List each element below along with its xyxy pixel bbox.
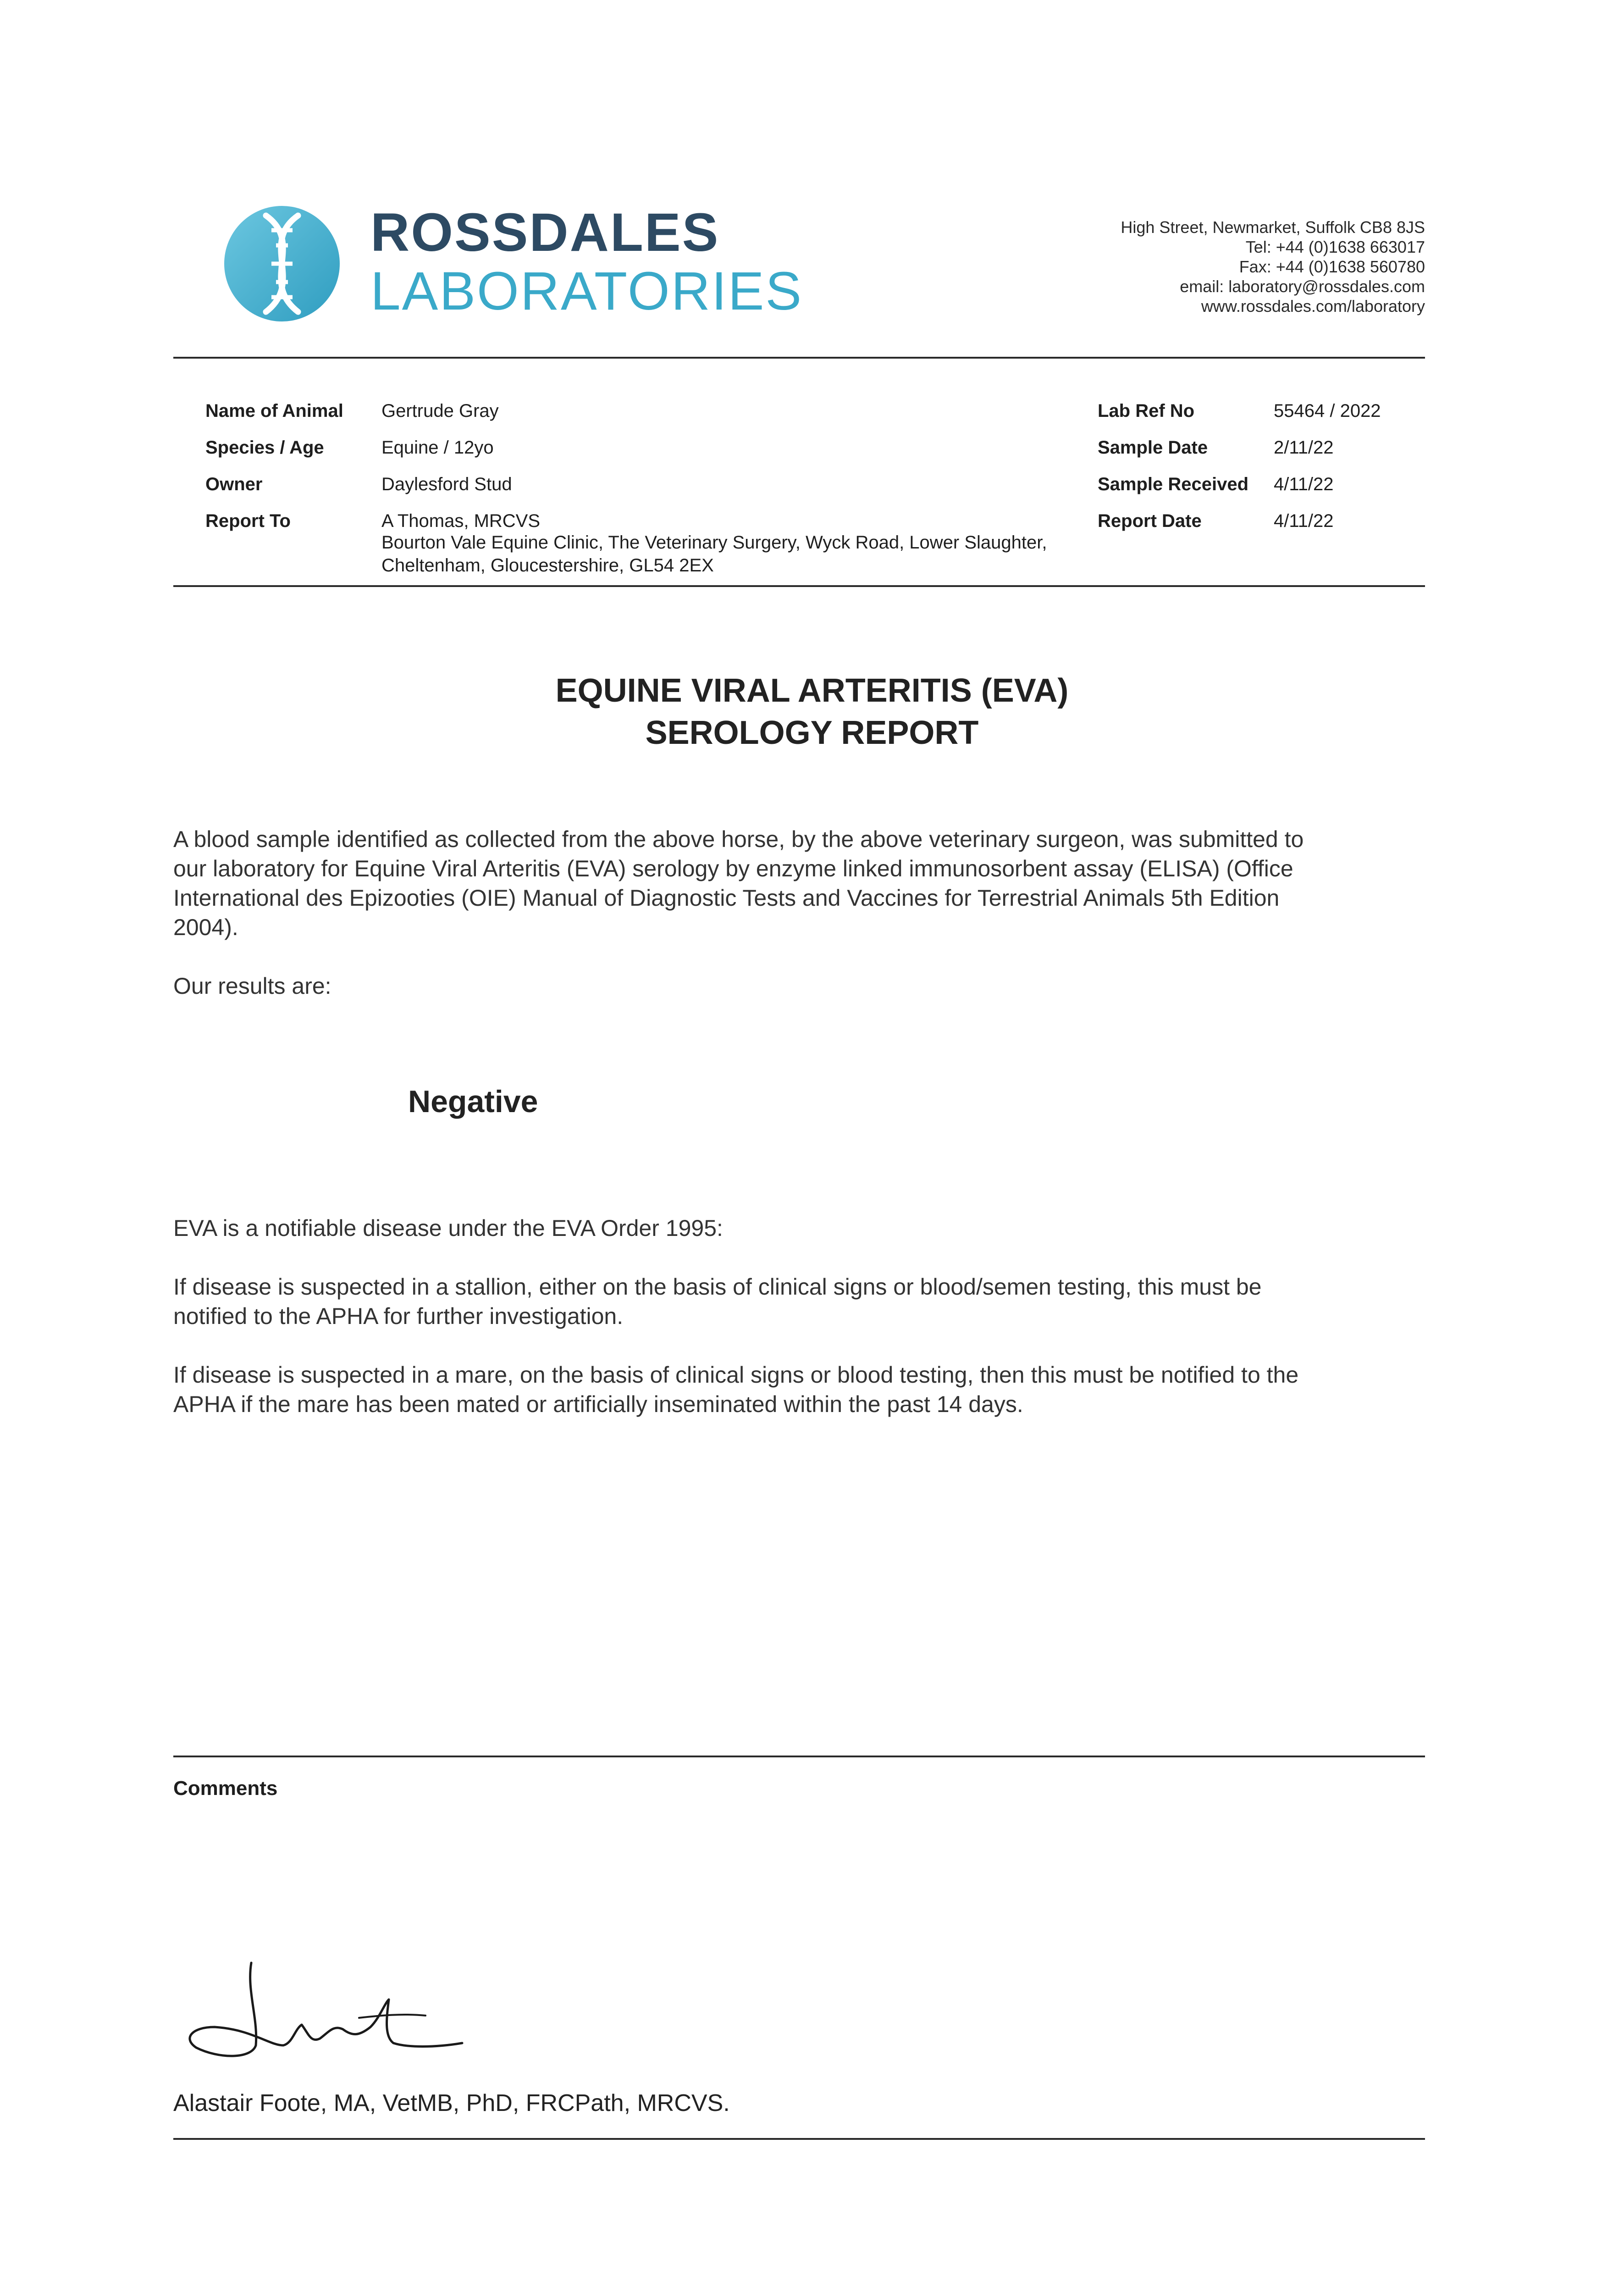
- signature: [178, 1949, 499, 2064]
- lab-ref: 55464 / 2022: [1274, 401, 1381, 421]
- notifiable-statement: EVA is a notifiable disease under the EVA Order 1995:: [173, 1215, 723, 1241]
- address-line: Tel: +44 (0)1638 663017: [1245, 238, 1425, 256]
- header-divider: [173, 357, 1425, 359]
- results-intro: Our results are:: [173, 973, 331, 999]
- mare-paragraph: [173, 1360, 1425, 1419]
- text-line: If disease is suspected in a stallion, either on the basis of clinical signs or blood/semen testing, this must be: [173, 1274, 1262, 1300]
- text-line: International des Epizooties (OIE) Manual of Diagnostic Tests and Vaccines for Terrestrial Animals 5th Edition: [173, 885, 1280, 911]
- owner: Daylesford Stud: [381, 474, 512, 494]
- lab-address: [1121, 217, 1425, 316]
- text-line: notified to the APHA for further investigation.: [173, 1303, 624, 1329]
- info-label: Report To: [205, 511, 291, 531]
- brand-subtitle: LABORATORIES: [370, 261, 803, 321]
- info-label: Lab Ref No: [1098, 401, 1195, 421]
- footer-divider: [173, 2138, 1425, 2140]
- test-result: Negative: [408, 1084, 538, 1119]
- stallion-paragraph: [173, 1272, 1425, 1331]
- info-label: Owner: [205, 474, 263, 494]
- report-date: 4/11/22: [1274, 511, 1334, 531]
- comments-label: Comments: [173, 1777, 278, 1800]
- report-to: A Thomas, MRCVS: [381, 511, 541, 531]
- text-line: If disease is suspected in a mare, on the basis of clinical signs or blood testing, then this must be notified to the: [173, 1362, 1299, 1388]
- info-label: Report Date: [1098, 511, 1202, 531]
- brand-name: ROSSDALES: [370, 202, 720, 263]
- comments-divider: [173, 1756, 1425, 1757]
- signatory-name: Alastair Foote, MA, VetMB, PhD, FRCPath, MRCVS.: [173, 2090, 730, 2116]
- info-label: Species / Age: [205, 438, 324, 458]
- text-line: A blood sample identified as collected from the above horse, by the above veterinary surgeon, was submitted to: [173, 826, 1304, 852]
- intro-paragraph: [173, 825, 1425, 942]
- text-line: 2004).: [173, 914, 238, 940]
- report-title: EQUINE VIRAL ARTERITIS (EVA): [555, 672, 1069, 709]
- sample-date: 2/11/22: [1274, 438, 1334, 458]
- info-label: Sample Received: [1098, 474, 1249, 494]
- dna-helix-icon: [220, 202, 344, 326]
- text-line: APHA if the mare has been mated or artificially inseminated within the past 14 days.: [173, 1391, 1023, 1417]
- report-to-address: Bourton Vale Equine Clinic, The Veterinary Surgery, Wyck Road, Lower Slaughter,: [381, 532, 1047, 553]
- info-divider: [173, 585, 1425, 587]
- address-line: Fax: +44 (0)1638 560780: [1239, 257, 1425, 276]
- info-label: Sample Date: [1098, 438, 1208, 458]
- species-age: Equine / 12yo: [381, 438, 494, 458]
- text-line: our laboratory for Equine Viral Arteritis (EVA) serology by enzyme linked immunosorbent assay (ELISA) (Office: [173, 856, 1293, 881]
- address-line: email: laboratory@rossdales.com: [1180, 277, 1425, 296]
- sample-received: 4/11/22: [1274, 474, 1334, 494]
- info-label: Name of Animal: [205, 401, 343, 421]
- address-line: High Street, Newmarket, Suffolk CB8 8JS: [1121, 218, 1425, 237]
- report-subtitle: SEROLOGY REPORT: [645, 714, 979, 751]
- address-line: www.rossdales.com/laboratory: [1201, 297, 1425, 316]
- animal-name: Gertrude Gray: [381, 401, 499, 421]
- report-to-address: Cheltenham, Gloucestershire, GL54 2EX: [381, 555, 714, 576]
